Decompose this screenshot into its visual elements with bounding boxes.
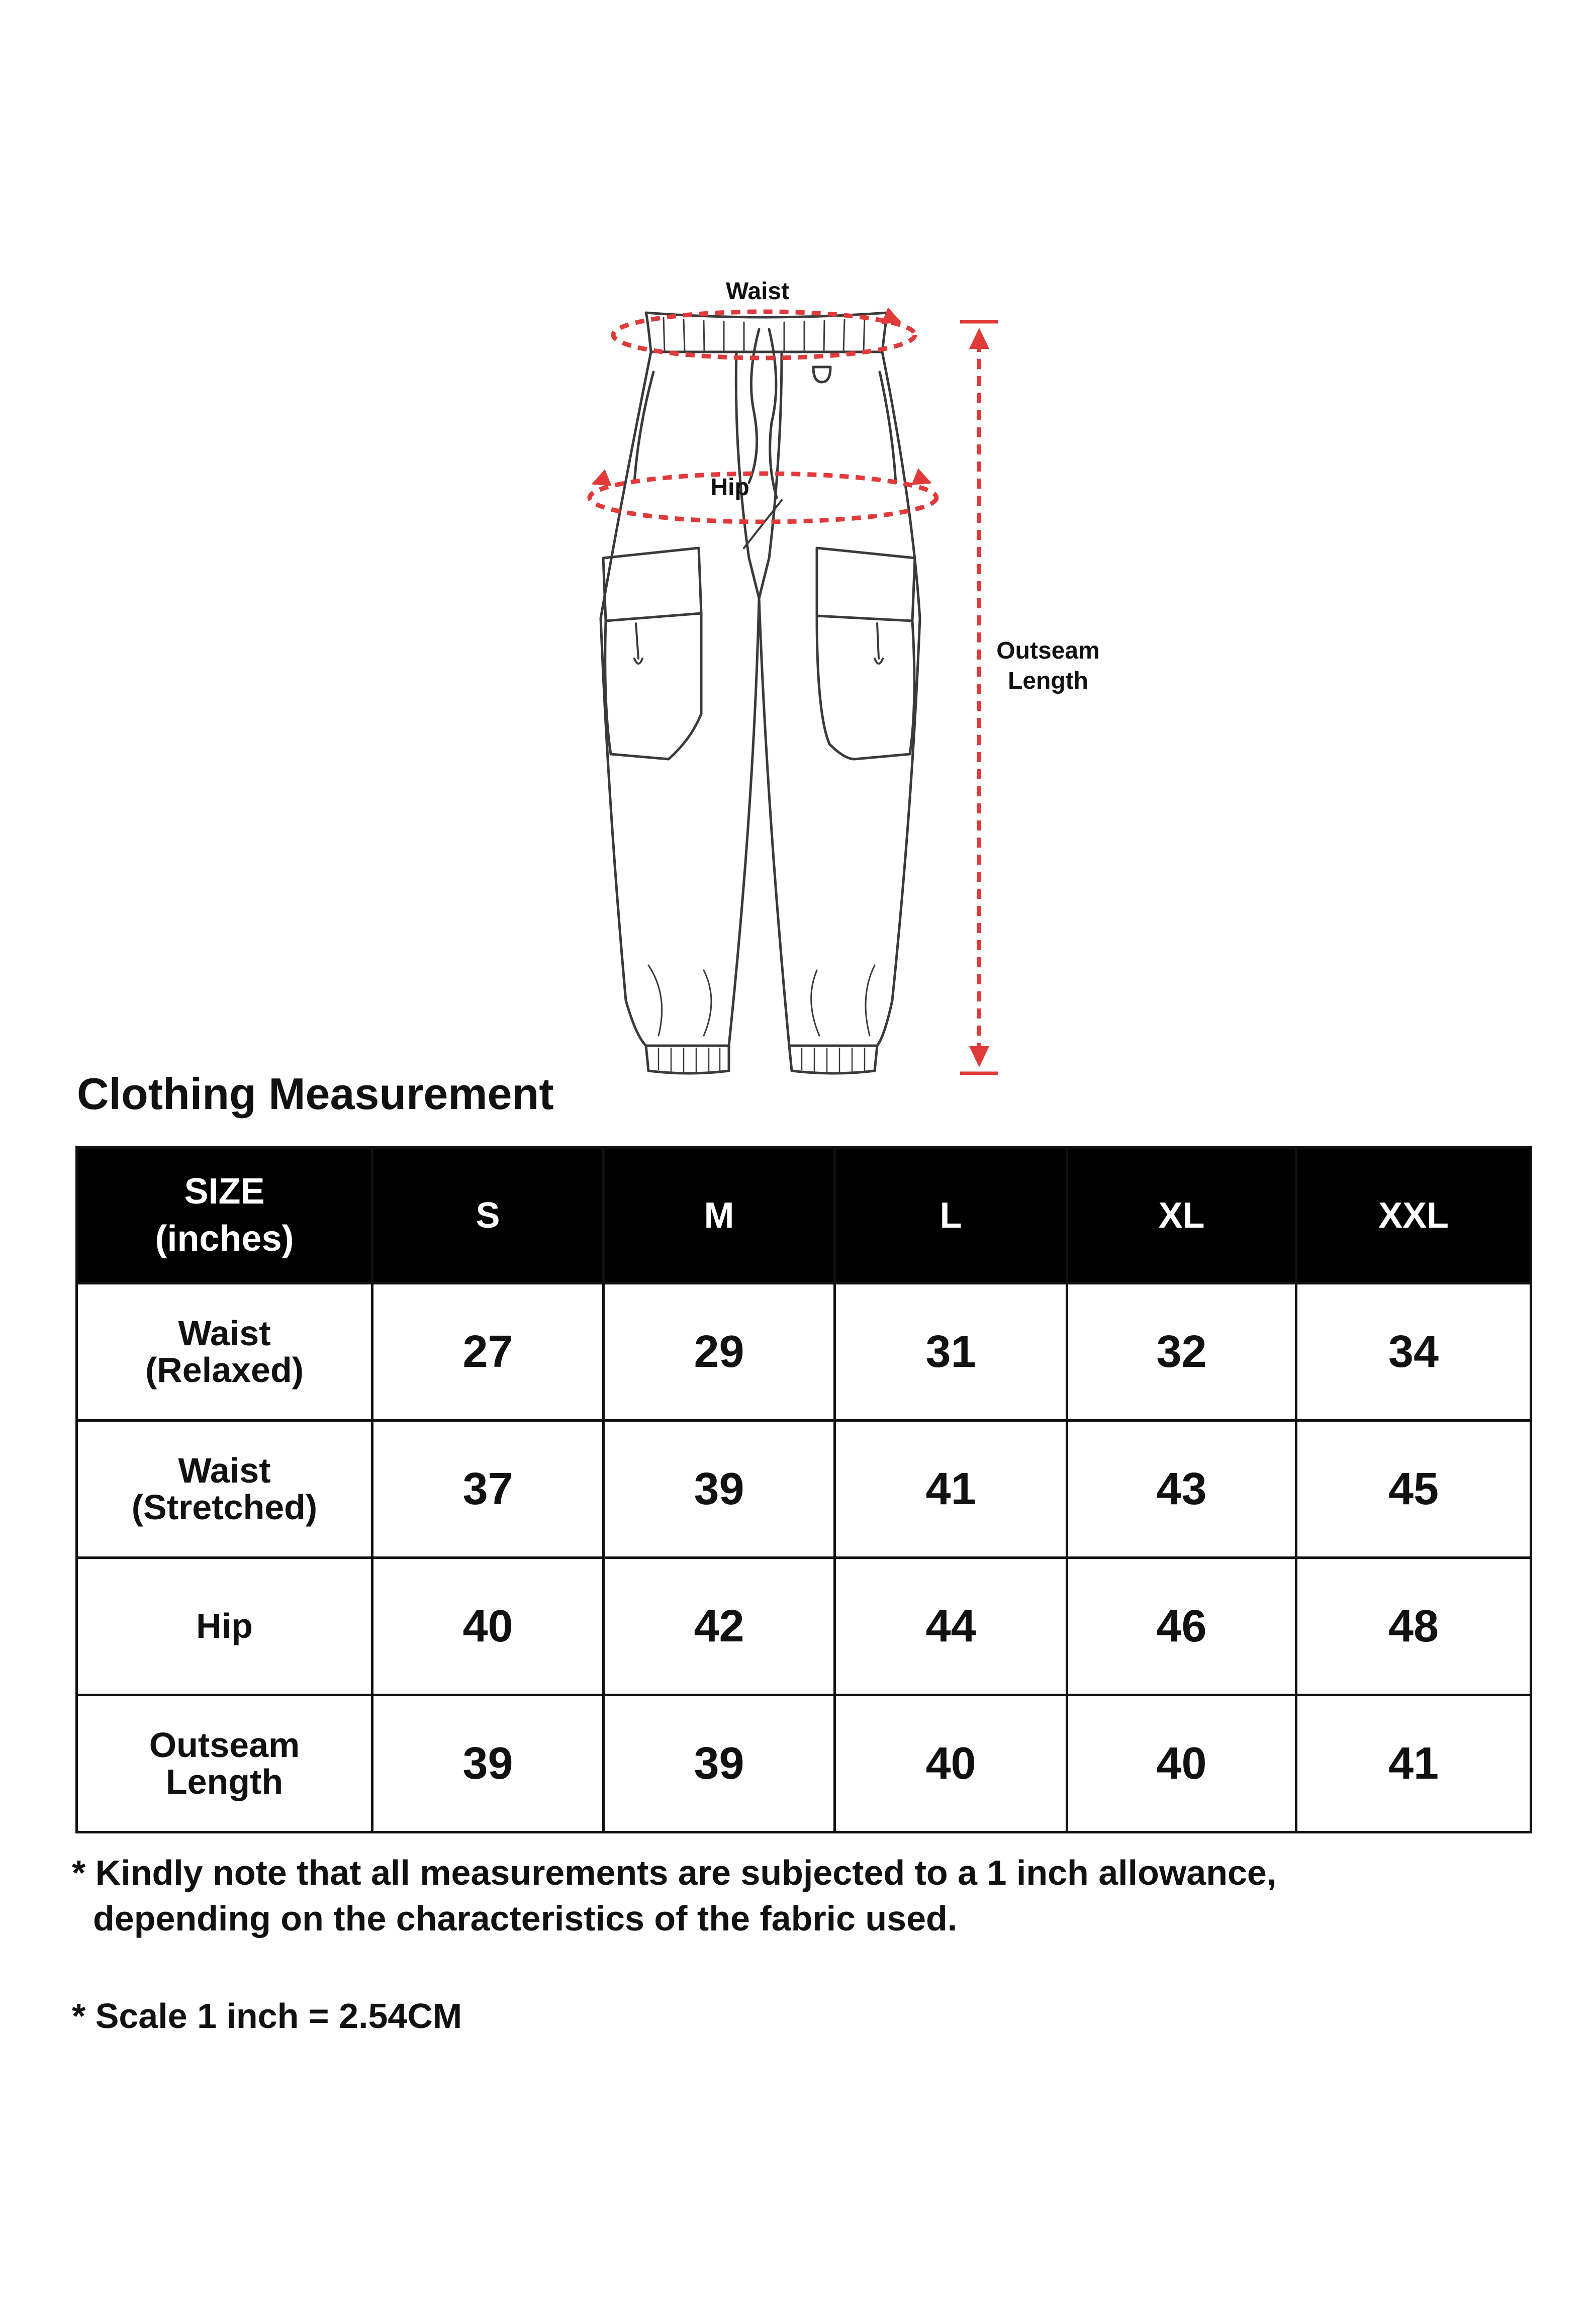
table-row bbox=[77, 1558, 1531, 1695]
size-column-m: M bbox=[604, 1148, 835, 1283]
table-cell: 39 bbox=[604, 1695, 835, 1832]
scale-note: * Scale 1 inch = 2.54CM bbox=[72, 1996, 462, 2036]
table-cell: 45 bbox=[1296, 1421, 1531, 1558]
waist-label: Waist bbox=[725, 278, 790, 305]
table-row bbox=[77, 1421, 1531, 1558]
row-label-line1: Outseam bbox=[149, 1725, 300, 1765]
table-row bbox=[77, 1283, 1531, 1421]
table-row bbox=[77, 1695, 1531, 1832]
table-cell: 44 bbox=[835, 1558, 1067, 1695]
row-label-line2: Length bbox=[165, 1762, 284, 1801]
allowance-note-line1: * Kindly note that all measurements are subjected to a 1 inch allowance, bbox=[72, 1853, 1277, 1892]
outseam-measure-line bbox=[960, 322, 998, 1073]
size-chart-table bbox=[75, 1146, 1532, 1833]
table-cell: 42 bbox=[604, 1558, 835, 1695]
row-label-line1: Waist bbox=[178, 1313, 271, 1353]
table-header-row bbox=[77, 1148, 1531, 1283]
table-cell: 48 bbox=[1296, 1558, 1531, 1695]
hip-label: Hip bbox=[710, 474, 749, 501]
size-column-l: L bbox=[835, 1148, 1067, 1283]
table-cell: 29 bbox=[604, 1283, 835, 1421]
table-cell: 40 bbox=[1067, 1695, 1296, 1832]
outseam-label-line2: Length bbox=[1008, 668, 1088, 694]
row-label bbox=[77, 1558, 372, 1695]
row-label bbox=[77, 1695, 372, 1832]
cargo-pants-illustration-icon bbox=[601, 313, 920, 1073]
size-header-line2: (inches) bbox=[155, 1218, 294, 1259]
outseam-label-line1: Outseam bbox=[996, 637, 1100, 664]
table-cell: 39 bbox=[604, 1421, 835, 1558]
table-cell: 27 bbox=[372, 1283, 604, 1421]
table-cell: 40 bbox=[835, 1695, 1067, 1832]
size-column-xxl: XXL bbox=[1296, 1148, 1531, 1283]
table-cell: 41 bbox=[1296, 1695, 1531, 1832]
size-header-line1: SIZE bbox=[184, 1171, 265, 1212]
arrow-head-icon bbox=[593, 478, 608, 484]
row-label bbox=[77, 1283, 372, 1421]
row-label-line1: Hip bbox=[196, 1606, 253, 1646]
table-cell: 34 bbox=[1296, 1283, 1531, 1421]
allowance-note bbox=[72, 1850, 1276, 1942]
hip-measure-line bbox=[590, 474, 936, 522]
size-column-xl: XL bbox=[1067, 1148, 1296, 1283]
size-column-s: S bbox=[372, 1148, 604, 1283]
table-cell: 37 bbox=[372, 1421, 604, 1558]
table-cell: 46 bbox=[1067, 1558, 1296, 1695]
table-cell: 40 bbox=[372, 1558, 604, 1695]
table-cell: 39 bbox=[372, 1695, 604, 1832]
size-header-cell bbox=[77, 1148, 372, 1283]
allowance-note-line2: depending on the characteristics of the fabric used. bbox=[93, 1899, 958, 1938]
table-cell: 31 bbox=[835, 1283, 1067, 1421]
section-title: Clothing Measurement bbox=[77, 1069, 554, 1119]
row-label-line2: (Stretched) bbox=[131, 1488, 318, 1527]
table-cell: 32 bbox=[1067, 1283, 1296, 1421]
row-label bbox=[77, 1421, 372, 1558]
table-cell: 41 bbox=[835, 1421, 1067, 1558]
row-label-line2: (Relaxed) bbox=[145, 1350, 304, 1390]
arrow-head-icon bbox=[915, 477, 930, 483]
pants-measurement-diagram bbox=[0, 0, 1596, 1106]
row-label-line1: Waist bbox=[178, 1450, 271, 1490]
table-cell: 43 bbox=[1067, 1421, 1296, 1558]
